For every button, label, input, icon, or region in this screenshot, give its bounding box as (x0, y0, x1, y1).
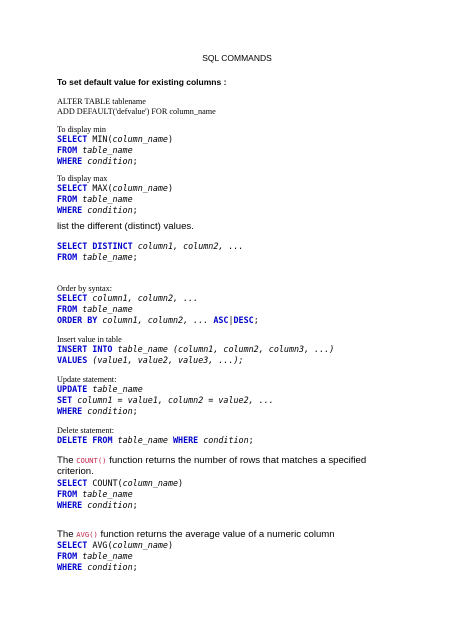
kw-select: SELECT (57, 183, 88, 193)
kw-count: COUNT (92, 478, 118, 488)
kw-where: WHERE (57, 500, 83, 510)
table-name: table_name (117, 435, 168, 445)
delete-label: Delete statement: (57, 426, 115, 435)
table-name: table_name (82, 145, 133, 155)
code-line-update-where: WHERE condition; (57, 406, 138, 416)
kw-from: FROM (57, 194, 78, 204)
avg-description: The AVG() function returns the average value of a numeric column (57, 529, 335, 540)
kw-where: WHERE (57, 205, 83, 215)
set-pairs: column1 = value1, column2 = value2, ... (77, 395, 274, 405)
table-name: table_name (82, 551, 133, 561)
kw-asc: ASC (213, 315, 229, 325)
code-line-count-where: WHERE condition; (57, 500, 138, 510)
condition: condition (87, 562, 133, 572)
kw-from: FROM (57, 551, 78, 561)
update-label: Update statement: (57, 375, 117, 384)
kw-update: UPDATE (57, 384, 88, 394)
kw-set: SET (57, 395, 73, 405)
condition: condition (87, 205, 133, 215)
kw-where: WHERE (57, 156, 83, 166)
column-list: (column1, column2, column3, ...) (172, 344, 335, 354)
condition: condition (87, 156, 133, 166)
code-line-set (57, 396, 274, 404)
column-name: column_name (112, 183, 168, 193)
insert-label: Insert value in table (57, 335, 122, 344)
count-inline-code: COUNT() (76, 456, 107, 465)
code-line-avg-where: WHERE condition; (57, 562, 138, 572)
code-line-avg-select: SELECT AVG(column_name) (57, 540, 174, 550)
orderby-label: Order by syntax: (57, 284, 113, 293)
max-label: To display max (57, 174, 108, 183)
kw-values: VALUES (57, 355, 88, 365)
code-line-values (57, 356, 244, 364)
code-line-min-select: SELECT MIN(column_name) (57, 134, 174, 144)
kw-where: WHERE (57, 406, 83, 416)
column-list: column1, column2, ... (92, 293, 199, 303)
kw-where: WHERE (173, 435, 199, 445)
condition: condition (87, 406, 133, 416)
kw-select: SELECT (57, 478, 88, 488)
kw-select: SELECT (57, 540, 88, 550)
kw-select: SELECT (57, 134, 88, 144)
code-line-min-where: WHERE condition; (57, 156, 138, 166)
column-name: column_name (112, 540, 168, 550)
table-name: table_name (92, 384, 143, 394)
count-description: The COUNT() function returns the number of rows that matches a specified (57, 455, 367, 466)
code-line-count-select: SELECT COUNT(column_name) (57, 478, 184, 488)
code-line-update (57, 385, 143, 393)
page-title: SQL COMMANDS (202, 53, 272, 63)
table-name: table_name (117, 344, 168, 354)
condition: condition (203, 435, 249, 445)
code-line-distinct-from: FROM table_name; (57, 252, 138, 262)
code-line-max-where: WHERE condition; (57, 205, 138, 215)
kw-desc: DESC (233, 315, 254, 325)
kw-from: FROM (57, 252, 78, 262)
column-name: column_name (112, 134, 168, 144)
code-line-avg-from (57, 552, 133, 560)
code-line-orderby-select (57, 294, 198, 302)
table-name: table_name (82, 489, 133, 499)
kw-avg: AVG (92, 540, 108, 550)
value-list: (value1, value2, value3, ...); (92, 355, 244, 365)
kw-delete-from: DELETE FROM (57, 435, 113, 445)
kw-from: FROM (57, 145, 78, 155)
code-line-count-from (57, 490, 133, 498)
code-line-delete: DELETE FROM table_name WHERE condition; (57, 435, 254, 445)
avg-inline-code: AVG() (76, 530, 98, 539)
kw-max: MAX (92, 183, 108, 193)
column-list: column1, column2, ... (102, 315, 209, 325)
code-line-max-select: SELECT MAX(column_name) (57, 183, 174, 193)
code-line-min-from (57, 146, 133, 154)
code-line-orderby-from (57, 305, 133, 313)
kw-order-by: ORDER BY (57, 315, 98, 325)
code-line-insert (57, 345, 334, 353)
table-name: table_name (82, 304, 133, 314)
alter-line-2: ADD DEFAULT('defvalue') FOR column_name (57, 107, 216, 116)
code-line-distinct-select (57, 242, 244, 250)
count-description-line2: criterion. (57, 466, 94, 477)
min-label: To display min (57, 125, 107, 134)
alter-line-1: ALTER TABLE tablename (57, 97, 146, 106)
column-list: column1, column2, ... (137, 241, 244, 251)
code-line-orderby: ORDER BY column1, column2, ... ASC|DESC; (57, 315, 259, 325)
table-name: table_name (82, 252, 133, 262)
kw-select-distinct: SELECT DISTINCT (57, 241, 133, 251)
kw-min: MIN (92, 134, 108, 144)
table-name: table_name (82, 194, 133, 204)
kw-insert-into: INSERT INTO (57, 344, 113, 354)
condition: condition (87, 500, 133, 510)
kw-from: FROM (57, 304, 78, 314)
kw-from: FROM (57, 489, 78, 499)
section-heading: To set default value for existing columns : (57, 77, 227, 87)
kw-where: WHERE (57, 562, 83, 572)
kw-select: SELECT (57, 293, 88, 303)
distinct-label: list the different (distinct) values. (57, 221, 194, 232)
code-line-max-from (57, 195, 133, 203)
column-name: column_name (122, 478, 179, 488)
